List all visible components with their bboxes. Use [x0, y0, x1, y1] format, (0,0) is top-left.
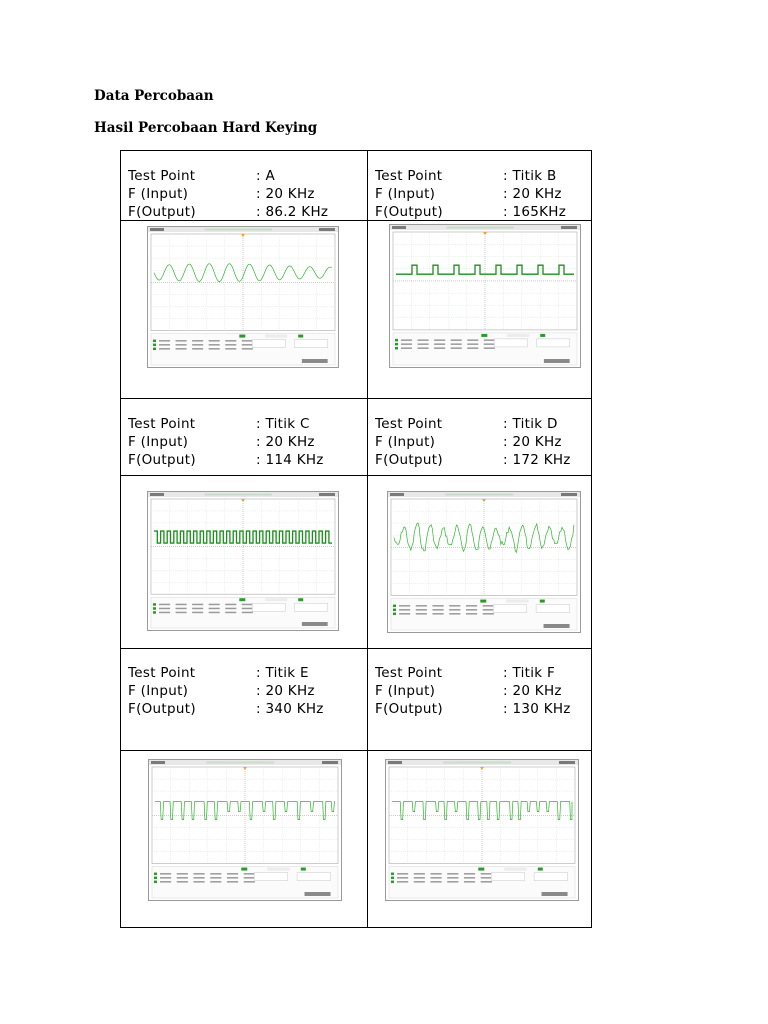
waveform-trace — [154, 531, 332, 543]
f-output-value: : 165KHz — [503, 204, 567, 220]
f-input-label: F (Input) — [128, 683, 189, 699]
f-output-label: F(Output) — [128, 204, 196, 220]
scope-plot-area — [391, 499, 577, 596]
scope-plot-area — [151, 234, 335, 331]
test-point-label: Test Point — [375, 168, 443, 184]
test-point-value: : Titik C — [256, 416, 310, 432]
f-input-value: : 20 KHz — [256, 683, 315, 699]
section-title: Data Percobaan — [94, 88, 214, 104]
test-point-value: : Titik B — [503, 168, 557, 184]
scope-screen — [147, 491, 339, 631]
f-input-label: F (Input) — [128, 434, 189, 450]
test-point-label: Test Point — [128, 168, 196, 184]
f-input-label: F (Input) — [128, 186, 189, 202]
scope-plot-area — [389, 767, 575, 864]
scope-plot-area — [151, 499, 335, 594]
table-divider — [121, 475, 591, 476]
f-input-label: F (Input) — [375, 683, 436, 699]
test-point-label: Test Point — [375, 416, 443, 432]
table-divider — [121, 648, 591, 649]
f-output-value: : 130 KHz — [503, 701, 571, 717]
table-divider-vertical — [367, 151, 368, 927]
test-point-label: Test Point — [128, 416, 196, 432]
test-point-label: Test Point — [375, 665, 443, 681]
table-divider — [121, 750, 591, 751]
oscilloscope-capture-d — [387, 491, 581, 633]
scope-plot-area — [152, 767, 338, 864]
f-output-label: F(Output) — [375, 452, 443, 468]
f-output-label: F(Output) — [128, 452, 196, 468]
oscilloscope-capture-a — [147, 226, 339, 368]
test-point-value: : A — [256, 168, 275, 184]
f-output-label: F(Output) — [375, 701, 443, 717]
f-output-label: F(Output) — [128, 701, 196, 717]
scope-screen — [389, 224, 581, 368]
f-input-label: F (Input) — [375, 434, 436, 450]
f-output-value: : 340 KHz — [256, 701, 324, 717]
table-divider — [121, 398, 591, 399]
scope-screen — [387, 491, 581, 633]
f-input-value: : 20 KHz — [503, 186, 562, 202]
scope-screen — [148, 759, 342, 901]
test-point-value: : Titik F — [503, 665, 556, 681]
subsection-title: Hasil Percobaan Hard Keying — [94, 120, 318, 136]
f-output-value: : 86.2 KHz — [256, 204, 329, 220]
f-input-value: : 20 KHz — [503, 683, 562, 699]
f-input-value: : 20 KHz — [503, 434, 562, 450]
f-output-value: : 114 KHz — [256, 452, 324, 468]
oscilloscope-capture-c — [147, 491, 339, 631]
f-input-label: F (Input) — [375, 186, 436, 202]
f-output-label: F(Output) — [375, 204, 443, 220]
test-point-label: Test Point — [128, 665, 196, 681]
results-table — [120, 150, 592, 928]
test-point-value: : Titik E — [256, 665, 309, 681]
f-input-value: : 20 KHz — [256, 186, 315, 202]
test-point-value: : Titik D — [503, 416, 558, 432]
oscilloscope-capture-b — [389, 224, 581, 368]
scope-plot-area — [393, 232, 577, 330]
f-input-value: : 20 KHz — [256, 434, 315, 450]
scope-screen — [385, 759, 579, 901]
scope-screen — [147, 226, 339, 368]
f-output-value: : 172 KHz — [503, 452, 571, 468]
oscilloscope-capture-f — [385, 759, 579, 901]
oscilloscope-capture-e — [148, 759, 342, 901]
